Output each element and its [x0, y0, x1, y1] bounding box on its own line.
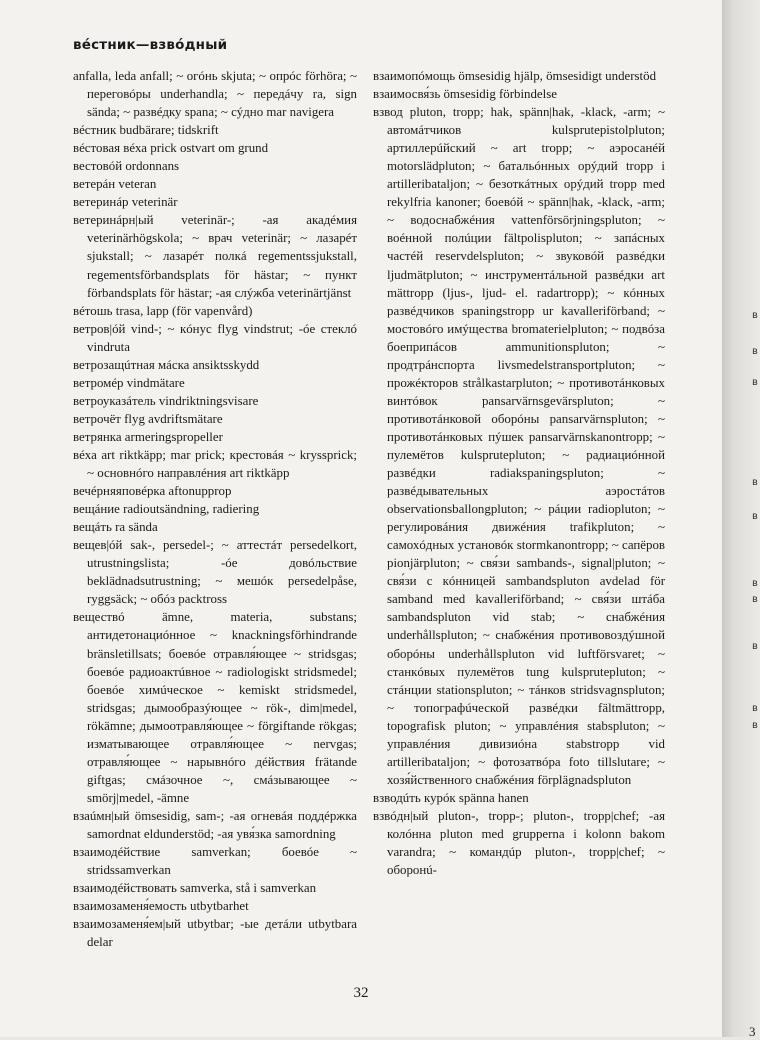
dictionary-entry: ветеринáрн|ый veterinär-; -ая акадéмия veterinärhögskola; ~ врач veterinär; ~ лазарéт sjukstall; ~ лазарéт полкá regementssjukstall, regementsförbandsplats för hästar; ~ пункт förbandsplats för hästar; -ая слýжба veterinärtjänst — [73, 213, 357, 300]
dictionary-entry: взаúмн|ый ömsesidig, sam-; -ая огневáя поддéржка samordnat eldunderstöd; -ая увя́зка samordning — [73, 808, 357, 841]
dictionary-entry: вéстовая вéха prick ostvart om grund — [73, 141, 269, 156]
dictionary-entry: взвод pluton, tropp; hak, spänn|hak, -klack, -arm; ~ автомáтчиков kulsprutepistolpluton; артиллерúйский ~ art tropp; ~ аэросанéй motorslädpluton; ~ батальóнных орýдий tropp i artilleribataljon; ~ безоткáтных орýдий tropp med rekylfria kanoner; боевóй ~ spänn|hak, -klack, -arm; ~ водоснабжéния vattenförsörjningspluton; ~ воéнной полúции fältpolispluton; ~ запáсных частéй reservdelspluton; ~ звуковóй развéдки ljudmätpluton; ~ инструментáльной развéдки art mättropp (ljus-, ljud- el. radartropp); ~ кóнных развéдчиков spaningstropp ur kavalleriförband; ~ мостовóго имýщества bromaterielpluton; ~ подвóза боеприпáсов ammunitionspluton; ~ продтрáнспорта livsmedelstransportpluton; ~ прожéкторов strålkastarpluton; ~ противотáнковых винтóвок pansarvärnsgevärspluton; ~ противотáнковой оборóны pansarvärnspluton; ~ противотáнковых пýшек pansarvärnskanontropp; ~ пулемётов kulsprutepluton; ~ радиациóнной развéдки radiakspaningspluton; ~ развéдывательных аэростáтов observationsballongpluton; ~ рáции radiopluton; ~ регулировáния движéния trafikpluton; ~ самохóдных установóк stormkanontropp; ~ сапёров pionjärpluton; ~ свя́зи sambands-, signal|pluton; ~ свя́зи с кóнницей sambandspluton avdelad för samband med kavalleriförband; ~ свя́зи штáба sambandspluton vid stab; ~ снабжéния underhållspluton; ~ снабжéния противовоздýшной оборóны underhållspluton vid luftförsvaret; ~ станкóвых пулемётов tung kulsprutepluton; ~ стáнции stationspluton; ~ тáнков stridsvagnspluton; ~ топографúческой развéдки fältmättropp, topografisk pluton; ~ управлéния stabspluton; ~ управлéния дивизиóна stabstropp vid artilleribataljon; ~ фотозатвóра foto tillslutare; ~ хозя́йственного снабжéния förplägnadspluton — [373, 105, 665, 787]
dictionary-entry: взаимозаменя́ем|ый utbytbar; -ые детáли utbytbara delar — [73, 917, 357, 950]
running-head: вéстник—взвóдный — [73, 37, 228, 53]
dictionary-entry: взаимозаменя́емость utbytbarhet — [73, 899, 249, 914]
margin-letter: в — [752, 641, 758, 652]
margin-page-number: 3 — [749, 1024, 756, 1039]
page-number: 32 — [353, 985, 369, 1001]
dictionary-entry: вечéрняяповéрка aftonupprop — [73, 484, 232, 499]
margin-letter: в — [752, 377, 758, 388]
dictionary-entry: вещев|óй sak-, persedel-; ~ аттестáт persedelkort, utrustningslista; -óе довóльствие beklädnadsutrustning; ~ мешóк persedelpåse, ryggsäck; ~ обóз packtross — [73, 538, 357, 607]
margin-letter: в — [752, 346, 758, 357]
dictionary-entry: взаимопóмощь ömsesidig hjälp, ömsesidigt understöd — [373, 69, 657, 83]
dictionary-entry: ветеринáр veterinär — [73, 195, 178, 210]
dictionary-entry: ветерáн veteran — [73, 177, 157, 192]
dictionary-entry: ветрозащúтная мáска ansiktsskydd — [73, 357, 260, 372]
dictionary-entry: ветрянка armeringspropeller — [73, 429, 223, 444]
dictionary-entry: взводúть курóк spänna hanen — [373, 790, 529, 805]
margin-letter: в — [752, 477, 758, 488]
margin-letter: в — [752, 511, 758, 522]
dictionary-entry: anfalla, leda anfall; ~ огóнь skjuta; ~ опрóс förhöra; ~ переговóры underhandla; ~ передáчу ra, sign sända; ~ развéдку spana; ~ сýдно mar navigera — [73, 69, 357, 120]
dictionary-entry: взаимодéйствие samverkan; боевóе ~ stridssamverkan — [73, 845, 357, 878]
dictionary-entry: вéтошь trasa, lapp (för vapenvård) — [73, 303, 253, 318]
dictionary-entry: взвóдн|ый pluton-, tropp-; pluton-, tropp|chef; -ая колóнна pluton med grupperna i kolonn bakom varandra; ~ командúр pluton-, tropp|chef; ~ оборонú- — [373, 808, 665, 878]
dictionary-entry: взаимодéйствовать samverka, stå i samverkan — [73, 881, 317, 896]
margin-letter: в — [752, 720, 758, 731]
dictionary-entry: вéстник budbärare; tidskrift — [73, 123, 219, 138]
dictionary-entry: вещáние radioutsändning, radiering — [73, 502, 260, 517]
dictionary-entry: веществó ämne, materia, substans; антидетонациóнное ~ knackningsförhindrande bränsletillsats; боевóе отравля́ющее ~ stridsgas; боевóе радиоактúвное ~ radiologiskt stridsmedel; боевóе химúческое ~ kemiskt stridsmedel, stridsgas; дымообразýющее ~ rök-, dim|medel, rökämne; дымоотравля́ющее ~ förgiftande rökgas; изматывающее отравля́ющее ~ nervgas; отравля́ющее ~ нарывнóго дéйствия frätande giftgas; смáзочное ~, смáзывающее ~ smörj|medel, -ämne — [73, 610, 357, 805]
dictionary-entry: ветров|óй vind-; ~ кóнус flyg vindstrut; -óе стеклó vindruta — [73, 321, 357, 354]
margin-letter: в — [752, 310, 758, 321]
dictionary-entry: взаимосвя́зь ömsesidig förbindelse — [373, 87, 557, 102]
dictionary-entry: ветромéр vindmätare — [73, 375, 185, 390]
dictionary-entry: ветрочёт flyg avdriftsmätare — [73, 411, 223, 426]
left-column — [73, 67, 357, 951]
margin-letter: в — [752, 594, 758, 605]
dictionary-entry: вещáть ra sända — [73, 520, 158, 535]
dictionary-entry: ветроуказáтель vindriktningsvisare — [73, 393, 259, 408]
margin-letter: в — [752, 578, 758, 589]
dictionary-entry: вéха art riktkäpp; mar prick; крестовáя ~ kryssprick; ~ основнóго направлéния art riktkäpp — [73, 447, 357, 481]
dictionary-entry: вестовóй ordonnans — [73, 159, 180, 174]
margin-letter: в — [752, 703, 758, 714]
right-column — [373, 67, 665, 879]
